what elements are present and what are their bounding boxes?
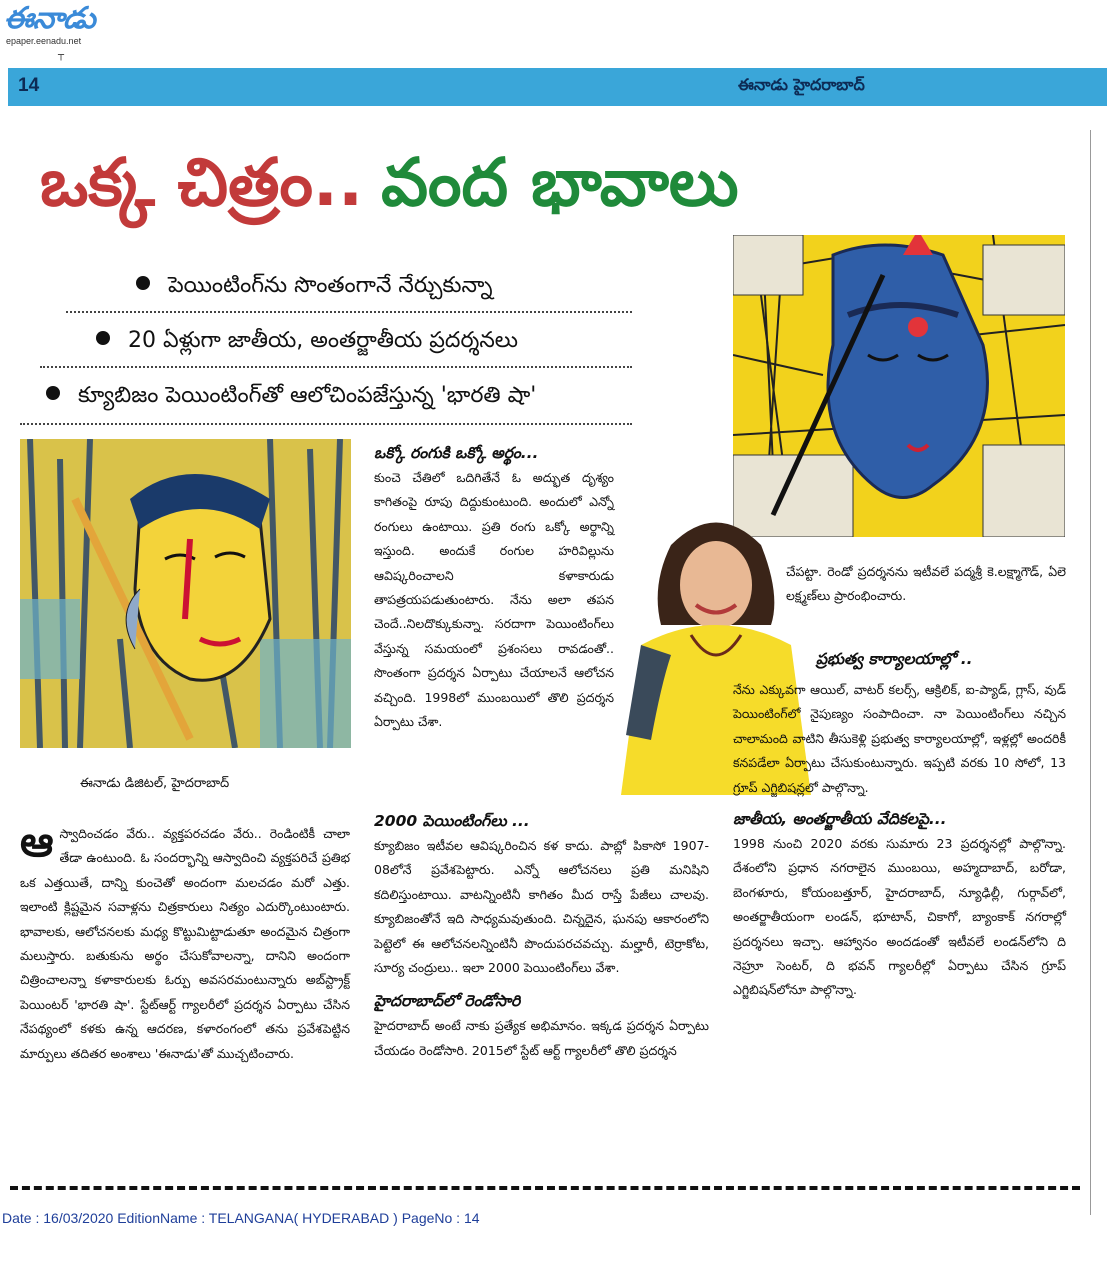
bullet-3: [46, 380, 536, 412]
section-heading: 2000 పెయింటింగ్‌లు ...: [374, 812, 530, 830]
edition-footer: Date : 16/03/2020 EditionName : TELANGANA( HYDERABAD ) PageNo : 14: [2, 1210, 480, 1226]
bullet-dot-icon: [136, 276, 150, 290]
page-number: 14: [18, 75, 40, 96]
page-header-band: [8, 68, 1107, 106]
section-heading: హైదరాబాద్‌లో రెండోసారి: [374, 992, 521, 1011]
byline: ఈనాడు డిజిటల్‌, హైదరాబాద్‌: [80, 776, 230, 791]
right-column-bottom: [733, 678, 1066, 1003]
bullet-dot-icon: [96, 331, 110, 345]
edition-title: ఈనాడు హైదరాబాద్: [738, 75, 865, 94]
painting-goddess: [733, 235, 1065, 537]
intro-column: [20, 817, 350, 1066]
logo-wordmark: ఈనాడు: [4, 1, 95, 36]
intro-text: స్వాదించడం వేరు.. వ్యక్తపరచడం వేరు.. రెండింటికీ చాలా తేడా ఉంటుంది. ఓ సందర్భాన్ని ఆస్వాదించి వ్యక్తపరిచే ప్రతిభ ఒక ఎత్తయితే, దాన్ని కుంచెతో అందంగా మలచడం మరో ఎత్తు. ఇలాంటి క్లిష్టమైన సవాళ్లను చిత్రకారులు నిత్యం ఎదుర్కొంటుంటారు. భావాలకు, ఆలోచనలకు మధ్య కొట్టుమిట్టాడుతూ అందమైన చిత్రంగా మలుస్తారు. బతుకును అర్థం చేసుకోవాలన్నా, దానిని అందంగా చిత్రించాలన్నా కళాకారులకు ఓర్పు అవసరమంటున్నారు అబ్‌స్ట్రాక్ట్‌ పెయింటర్‌ 'భారతి షా'. స్టేట్‌ఆర్ట్‌ గ్యాలరీలో ప్రదర్శన ఏర్పాటు చేసిన నేపథ్యంలో కళకు ఉన్న ఆదరణ, కళారంగంలో తను ప్రవేశపెట్టిన మార్పులు తదితర అంశాలు 'ఈనాడు'తో ముచ్చటించారు.: [20, 826, 350, 1061]
bullet-text: 20 ఏళ్లుగా జాతీయ, అంతర్జాతీయ ప్రదర్శనలు: [128, 328, 519, 353]
article-headline: [40, 128, 1080, 238]
krishna-painting-art: [20, 439, 351, 748]
section-heading: ప్రభుత్వ కార్యాలయాల్లో ..: [816, 650, 973, 668]
section-text: హైదరాబాద్‌ అంటే నాకు ప్రత్యేక అభిమానం. ఇక్కడ ప్రదర్శన ఏర్పాటు చేయడం రెండోసారి. 2015లో స్టేట్‌ ఆర్ట్‌ గ్యాలరీలో తొలి ప్రదర్శన: [374, 1018, 709, 1058]
logo-url: epaper.eenadu.net: [6, 36, 82, 46]
section-heading: ఒక్కో రంగుకి ఒక్కో అర్థం...: [374, 444, 539, 462]
painting-krishna: [20, 439, 351, 748]
bullet-text: క్యూబిజం పెయింటింగ్‌తో ఆలోచింపజేస్తున్న 'భారతి షా': [78, 383, 537, 408]
bullet-dot-icon: [46, 386, 60, 400]
column-rule: [1090, 130, 1091, 1215]
bullet-1: [136, 270, 492, 302]
headline-part-one: ఒక్క చిత్రం..: [40, 144, 364, 221]
eenadu-logo: [4, 2, 124, 52]
section-text: క్యూబిజం ఇటీవల ఆవిష్కరించిన కళ కాదు. పాబ్లో పికాసో 1907-08లోనే ప్రవేశపెట్టారు. ఎన్నో ఆలోచనలు ప్రతి మనిషిని కదిలిస్తుంటాయి. వాటన్నింటినీ కాగితం మీద రాస్తే పేజీలు చాలవు. క్యూబిజంతోనే ఇది సాధ్యమవుతుంది. చిన్నదైన, ఘనపు ఆకారంలోని పెట్టెలో ఈ ఆలోచనలన్నింటినీ పొందుపరచవచ్చు. మల్హారీ, టెర్రాకోట, సూర్య చంద్రులు.. ఇలా 2000 పెయింటింగ్‌లు వేశా.: [374, 838, 709, 976]
section-text: నేను ఎక్కువగా ఆయిల్‌, వాటర్‌ కలర్స్‌, ఆక్రిలిక్‌, ఐ-ప్యాడ్‌, గ్లాస్‌, వుడ్‌ పెయింటింగ్‌లో నైపుణ్యం సంపాదించా. నా పెయింటింగ్‌లు నచ్చిన చాలామంది వాటిని తీసుకెళ్లి ప్రభుత్వ కార్యాలయాల్లో, ఇళ్లల్లో అందరికీ కనపడేలా ఏర్పాటు చేసుకుంటున్నారు. ఇప్పటి వరకు 10 సోలో, 13 గ్రూప్‌ ఎగ్జిబిషన్లలో పాల్గొన్నా.: [733, 682, 1066, 795]
right-column-mid: [816, 646, 1066, 672]
section-text: 1998 నుంచి 2020 వరకు సుమారు 23 ప్రదర్శనల్లో పాల్గొన్నా. దేశంలోని ప్రధాన నగరాలైన ముంబయి, అహ్మదాబాద్‌, బరోడా, బెంగళూరు, కోయంబత్తూర్‌, హైదరాబాద్‌, న్యూఢిల్లీ, గుర్గావ్‌లో, అంతర్జాతీయంగా లండన్‌, భూటాన్‌, చికాగో, బ్యాంకాక్‌ నగరాల్లో ప్రదర్శనలు ఇచ్చా. ఆహ్వానం అందడంతో ఇటీవలే లండన్‌లోని ది నెహ్రూ సెంటర్‌, ది భవన్‌ గ్యాలరీల్లో ఏర్పాటు చేసిన గ్రూప్‌ ఎగ్జిబిషన్‌లోనూ పాల్గొన్నా.: [733, 836, 1066, 998]
cursor-mark: ┬: [58, 50, 65, 61]
section-heading: జాతీయ, అంతర్జాతీయ వేదికలపై...: [733, 810, 947, 829]
bullet-text: పెయింటింగ్‌ను సొంతంగానే నేర్చుకున్నా: [168, 273, 493, 298]
divider: [40, 366, 632, 368]
divider: [66, 311, 632, 313]
page-bottom-rule: [10, 1186, 1080, 1190]
headline-part-two: వంద భావాలు: [381, 144, 739, 221]
right-column-top: [786, 560, 1066, 609]
dropcap-letter: ఆ: [20, 817, 54, 866]
continuation-text: చేపట్టా. రెండో ప్రదర్శనను ఇటీవలే పద్మశ్రీ కె.లక్ష్మాగౌడ్‌, ఏలె లక్ష్మణ్‌లు ప్రారంభించారు.: [786, 564, 1066, 604]
divider: [20, 423, 632, 425]
goddess-painting-art: [733, 235, 1065, 537]
middle-column-bottom: [374, 808, 709, 1063]
bullet-2: [96, 325, 518, 357]
section-text: కుంచె చేతిలో ఒదిగితేనే ఓ అద్భుత దృశ్యం కాగితంపై రూపు దిద్దుకుంటుంది. అందులో ఎన్నో రంగులు ఉంటాయి. ప్రతి రంగు ఒక్కో అర్థాన్ని ఇస్తుంది. అందుకే రంగుల హరివిల్లును ఆవిష్కరించాలని కళాకారుడు తాపత్రయపడుతుంటారు. నేను అలా తపన చెందే..నిలదొక్కుకున్నా. సరదాగా పెయింటింగ్‌లు వేస్తున్న సమయంలో ప్రశంసలు రావడంతో.. సొంతంగా ప్రదర్శన ఏర్పాటు చేయాలనే ఆలోచన వచ్చింది. 1998లో ముంబయిలో తొలి ప్రదర్శన ఏర్పాటు చేశా.: [374, 470, 614, 730]
middle-column-top: [374, 440, 614, 734]
